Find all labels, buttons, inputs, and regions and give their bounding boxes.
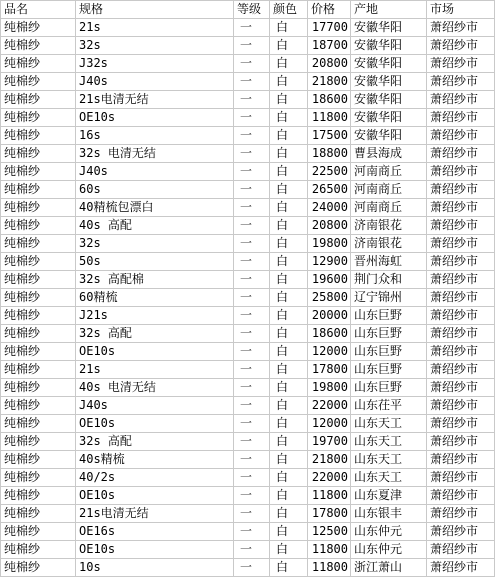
cell-price: 18800 <box>308 145 351 163</box>
cell-spec: J21s <box>76 307 234 325</box>
cell-market: 萧绍纱市 <box>427 469 495 487</box>
cell-price: 12500 <box>308 523 351 541</box>
cell-origin: 辽宁锦州 <box>351 289 427 307</box>
cell-grade: 一 <box>234 163 270 181</box>
cell-product-name: 纯棉纱 <box>1 379 76 397</box>
cell-color: 白 <box>270 343 308 361</box>
table-row <box>1 433 495 451</box>
cell-product-name: 纯棉纱 <box>1 505 76 523</box>
header-market: 市场 <box>427 1 495 19</box>
cell-spec: 40/2s <box>76 469 234 487</box>
cell-market: 萧绍纱市 <box>427 361 495 379</box>
cell-market: 萧绍纱市 <box>427 397 495 415</box>
cell-grade: 一 <box>234 289 270 307</box>
cell-market: 萧绍纱市 <box>427 289 495 307</box>
table-row <box>1 559 495 577</box>
cell-market: 萧绍纱市 <box>427 199 495 217</box>
cell-market: 萧绍纱市 <box>427 325 495 343</box>
cell-price: 11800 <box>308 487 351 505</box>
cell-price: 22000 <box>308 397 351 415</box>
cell-spec: 40精梳包漂白 <box>76 199 234 217</box>
cell-spec: 40s 高配 <box>76 217 234 235</box>
cell-market: 萧绍纱市 <box>427 451 495 469</box>
cell-market: 萧绍纱市 <box>427 181 495 199</box>
table-row <box>1 415 495 433</box>
cell-color: 白 <box>270 361 308 379</box>
table-row <box>1 541 495 559</box>
cell-spec: 16s <box>76 127 234 145</box>
cell-market: 萧绍纱市 <box>427 145 495 163</box>
cell-spec: 32s 电清无结 <box>76 145 234 163</box>
cell-grade: 一 <box>234 361 270 379</box>
cell-color: 白 <box>270 523 308 541</box>
cell-spec: 10s <box>76 559 234 577</box>
cell-spec: 32s 高配 <box>76 433 234 451</box>
cell-product-name: 纯棉纱 <box>1 109 76 127</box>
table-row <box>1 73 495 91</box>
cell-origin: 河南商丘 <box>351 163 427 181</box>
cell-color: 白 <box>270 55 308 73</box>
cell-color: 白 <box>270 433 308 451</box>
table-row <box>1 505 495 523</box>
cell-color: 白 <box>270 559 308 577</box>
cell-origin: 河南商丘 <box>351 181 427 199</box>
table-row <box>1 55 495 73</box>
cell-origin: 安徽华阳 <box>351 127 427 145</box>
cell-grade: 一 <box>234 37 270 55</box>
cell-price: 12000 <box>308 415 351 433</box>
cell-spec: 32s 高配棉 <box>76 271 234 289</box>
cell-color: 白 <box>270 271 308 289</box>
cell-origin: 安徽华阳 <box>351 19 427 37</box>
cell-origin: 山东天工 <box>351 433 427 451</box>
cell-origin: 山东巨野 <box>351 325 427 343</box>
cell-market: 萧绍纱市 <box>427 541 495 559</box>
cell-spec: 21s <box>76 361 234 379</box>
table-row <box>1 253 495 271</box>
cell-market: 萧绍纱市 <box>427 55 495 73</box>
cell-market: 萧绍纱市 <box>427 253 495 271</box>
cell-origin: 安徽华阳 <box>351 73 427 91</box>
cell-color: 白 <box>270 469 308 487</box>
table-body <box>1 19 495 577</box>
cell-color: 白 <box>270 181 308 199</box>
cell-market: 萧绍纱市 <box>427 37 495 55</box>
cell-origin: 济南银花 <box>351 235 427 253</box>
cell-product-name: 纯棉纱 <box>1 199 76 217</box>
cell-price: 19800 <box>308 235 351 253</box>
table-row <box>1 361 495 379</box>
cell-spec: J40s <box>76 73 234 91</box>
table-row <box>1 145 495 163</box>
cell-price: 19600 <box>308 271 351 289</box>
cell-product-name: 纯棉纱 <box>1 397 76 415</box>
cell-price: 19800 <box>308 379 351 397</box>
cell-color: 白 <box>270 451 308 469</box>
cell-product-name: 纯棉纱 <box>1 217 76 235</box>
cell-price: 11800 <box>308 541 351 559</box>
cell-market: 萧绍纱市 <box>427 271 495 289</box>
cell-product-name: 纯棉纱 <box>1 433 76 451</box>
cell-product-name: 纯棉纱 <box>1 361 76 379</box>
cell-origin: 山东巨野 <box>351 343 427 361</box>
cell-product-name: 纯棉纱 <box>1 127 76 145</box>
cell-product-name: 纯棉纱 <box>1 541 76 559</box>
cell-market: 萧绍纱市 <box>427 379 495 397</box>
cell-color: 白 <box>270 235 308 253</box>
cell-grade: 一 <box>234 415 270 433</box>
table-row <box>1 307 495 325</box>
cell-market: 萧绍纱市 <box>427 487 495 505</box>
cell-origin: 安徽华阳 <box>351 37 427 55</box>
cell-grade: 一 <box>234 487 270 505</box>
cell-market: 萧绍纱市 <box>427 109 495 127</box>
cell-color: 白 <box>270 19 308 37</box>
cell-origin: 山东天工 <box>351 415 427 433</box>
table-row <box>1 217 495 235</box>
cell-grade: 一 <box>234 325 270 343</box>
cell-spec: OE10s <box>76 415 234 433</box>
table-row <box>1 37 495 55</box>
cell-price: 17800 <box>308 361 351 379</box>
cell-price: 26500 <box>308 181 351 199</box>
cell-color: 白 <box>270 37 308 55</box>
cell-product-name: 纯棉纱 <box>1 145 76 163</box>
table-row <box>1 109 495 127</box>
cell-spec: OE10s <box>76 541 234 559</box>
cell-spec: 32s <box>76 235 234 253</box>
cell-price: 17700 <box>308 19 351 37</box>
cell-color: 白 <box>270 289 308 307</box>
table-row <box>1 271 495 289</box>
cell-origin: 山东天工 <box>351 469 427 487</box>
cell-color: 白 <box>270 91 308 109</box>
cell-spec: 21s电清无结 <box>76 91 234 109</box>
cell-spec: OE10s <box>76 487 234 505</box>
cell-origin: 山东夏津 <box>351 487 427 505</box>
cell-price: 20800 <box>308 55 351 73</box>
cell-market: 萧绍纱市 <box>427 559 495 577</box>
cell-market: 萧绍纱市 <box>427 163 495 181</box>
cell-market: 萧绍纱市 <box>427 343 495 361</box>
cell-product-name: 纯棉纱 <box>1 487 76 505</box>
cell-grade: 一 <box>234 451 270 469</box>
cell-origin: 山东茌平 <box>351 397 427 415</box>
cell-product-name: 纯棉纱 <box>1 307 76 325</box>
table-row <box>1 451 495 469</box>
cell-spec: 32s 高配 <box>76 325 234 343</box>
cell-color: 白 <box>270 397 308 415</box>
cell-grade: 一 <box>234 19 270 37</box>
cell-grade: 一 <box>234 235 270 253</box>
cell-color: 白 <box>270 379 308 397</box>
cell-grade: 一 <box>234 379 270 397</box>
cell-price: 18600 <box>308 325 351 343</box>
cell-origin: 山东仲元 <box>351 523 427 541</box>
table-row <box>1 523 495 541</box>
cell-color: 白 <box>270 217 308 235</box>
table-row <box>1 289 495 307</box>
header-origin: 产地 <box>351 1 427 19</box>
cell-spec: OE10s <box>76 343 234 361</box>
cell-product-name: 纯棉纱 <box>1 163 76 181</box>
cell-spec: OE10s <box>76 109 234 127</box>
cell-spec: 21s电清无结 <box>76 505 234 523</box>
cell-color: 白 <box>270 415 308 433</box>
cell-grade: 一 <box>234 145 270 163</box>
cell-product-name: 纯棉纱 <box>1 253 76 271</box>
cell-price: 12000 <box>308 343 351 361</box>
cell-grade: 一 <box>234 523 270 541</box>
cell-spec: 60精梳 <box>76 289 234 307</box>
cell-spec: 40s精梳 <box>76 451 234 469</box>
table-row <box>1 181 495 199</box>
cell-product-name: 纯棉纱 <box>1 271 76 289</box>
cell-origin: 晋州海虹 <box>351 253 427 271</box>
cell-color: 白 <box>270 163 308 181</box>
table-row <box>1 19 495 37</box>
header-row <box>1 1 495 19</box>
cell-price: 20000 <box>308 307 351 325</box>
cell-origin: 山东银丰 <box>351 505 427 523</box>
header-grade: 等级 <box>234 1 270 19</box>
cell-grade: 一 <box>234 541 270 559</box>
cell-grade: 一 <box>234 217 270 235</box>
cell-spec: J40s <box>76 397 234 415</box>
cell-origin: 济南银花 <box>351 217 427 235</box>
header-color: 颜色 <box>270 1 308 19</box>
cell-grade: 一 <box>234 73 270 91</box>
table-row <box>1 163 495 181</box>
cell-color: 白 <box>270 325 308 343</box>
cell-price: 18700 <box>308 37 351 55</box>
cell-color: 白 <box>270 253 308 271</box>
cell-product-name: 纯棉纱 <box>1 19 76 37</box>
cell-price: 12900 <box>308 253 351 271</box>
cell-grade: 一 <box>234 91 270 109</box>
cell-origin: 山东天工 <box>351 451 427 469</box>
cell-grade: 一 <box>234 307 270 325</box>
cell-grade: 一 <box>234 271 270 289</box>
cell-color: 白 <box>270 127 308 145</box>
cell-grade: 一 <box>234 199 270 217</box>
cell-product-name: 纯棉纱 <box>1 91 76 109</box>
cell-grade: 一 <box>234 469 270 487</box>
cell-grade: 一 <box>234 181 270 199</box>
cell-price: 21800 <box>308 73 351 91</box>
cell-price: 17800 <box>308 505 351 523</box>
cell-spec: 21s <box>76 19 234 37</box>
table-row <box>1 397 495 415</box>
cell-spec: OE16s <box>76 523 234 541</box>
cell-spec: 50s <box>76 253 234 271</box>
table-row <box>1 235 495 253</box>
cell-price: 19700 <box>308 433 351 451</box>
cell-market: 萧绍纱市 <box>427 73 495 91</box>
header-product-name: 品名 <box>1 1 76 19</box>
cell-market: 萧绍纱市 <box>427 91 495 109</box>
cell-market: 萧绍纱市 <box>427 307 495 325</box>
cell-price: 20800 <box>308 217 351 235</box>
cell-product-name: 纯棉纱 <box>1 37 76 55</box>
table-row <box>1 469 495 487</box>
cell-grade: 一 <box>234 397 270 415</box>
cell-grade: 一 <box>234 433 270 451</box>
cell-spec: 32s <box>76 37 234 55</box>
cell-spec: J40s <box>76 163 234 181</box>
cell-market: 萧绍纱市 <box>427 19 495 37</box>
cell-market: 萧绍纱市 <box>427 433 495 451</box>
cell-color: 白 <box>270 109 308 127</box>
cell-product-name: 纯棉纱 <box>1 73 76 91</box>
cell-grade: 一 <box>234 127 270 145</box>
cell-color: 白 <box>270 73 308 91</box>
cell-origin: 浙江萧山 <box>351 559 427 577</box>
cell-market: 萧绍纱市 <box>427 235 495 253</box>
cell-origin: 曹县海成 <box>351 145 427 163</box>
cell-market: 萧绍纱市 <box>427 505 495 523</box>
cell-product-name: 纯棉纱 <box>1 325 76 343</box>
cell-product-name: 纯棉纱 <box>1 55 76 73</box>
cell-origin: 山东巨野 <box>351 361 427 379</box>
cell-grade: 一 <box>234 109 270 127</box>
header-spec: 规格 <box>76 1 234 19</box>
cell-price: 25800 <box>308 289 351 307</box>
cell-price: 17500 <box>308 127 351 145</box>
cell-color: 白 <box>270 145 308 163</box>
cell-grade: 一 <box>234 505 270 523</box>
cell-product-name: 纯棉纱 <box>1 451 76 469</box>
cell-origin: 安徽华阳 <box>351 55 427 73</box>
cell-product-name: 纯棉纱 <box>1 235 76 253</box>
cell-origin: 安徽华阳 <box>351 109 427 127</box>
cell-product-name: 纯棉纱 <box>1 181 76 199</box>
cell-product-name: 纯棉纱 <box>1 469 76 487</box>
cell-price: 11800 <box>308 559 351 577</box>
cell-grade: 一 <box>234 343 270 361</box>
header-price: 价格 <box>308 1 351 19</box>
table-row <box>1 199 495 217</box>
cell-origin: 河南商丘 <box>351 199 427 217</box>
table-row <box>1 487 495 505</box>
table-row <box>1 91 495 109</box>
table-row <box>1 379 495 397</box>
cell-spec: 40s 电清无结 <box>76 379 234 397</box>
cell-spec: 60s <box>76 181 234 199</box>
cell-origin: 荆门众和 <box>351 271 427 289</box>
cell-grade: 一 <box>234 559 270 577</box>
cell-product-name: 纯棉纱 <box>1 289 76 307</box>
cell-origin: 安徽华阳 <box>351 91 427 109</box>
cell-color: 白 <box>270 199 308 217</box>
cell-market: 萧绍纱市 <box>427 415 495 433</box>
cell-price: 22000 <box>308 469 351 487</box>
cell-price: 18600 <box>308 91 351 109</box>
cell-price: 24000 <box>308 199 351 217</box>
cell-price: 11800 <box>308 109 351 127</box>
cell-price: 22500 <box>308 163 351 181</box>
cell-market: 萧绍纱市 <box>427 217 495 235</box>
table-row <box>1 343 495 361</box>
cell-product-name: 纯棉纱 <box>1 415 76 433</box>
cell-market: 萧绍纱市 <box>427 523 495 541</box>
cell-color: 白 <box>270 307 308 325</box>
cell-product-name: 纯棉纱 <box>1 559 76 577</box>
cell-spec: J32s <box>76 55 234 73</box>
cell-grade: 一 <box>234 253 270 271</box>
table-row <box>1 127 495 145</box>
cell-color: 白 <box>270 505 308 523</box>
table-row <box>1 325 495 343</box>
cell-origin: 山东仲元 <box>351 541 427 559</box>
cell-color: 白 <box>270 541 308 559</box>
cell-product-name: 纯棉纱 <box>1 523 76 541</box>
cell-product-name: 纯棉纱 <box>1 343 76 361</box>
cell-market: 萧绍纱市 <box>427 127 495 145</box>
cell-origin: 山东巨野 <box>351 379 427 397</box>
cell-grade: 一 <box>234 55 270 73</box>
cell-color: 白 <box>270 487 308 505</box>
cell-origin: 山东巨野 <box>351 307 427 325</box>
cell-price: 21800 <box>308 451 351 469</box>
